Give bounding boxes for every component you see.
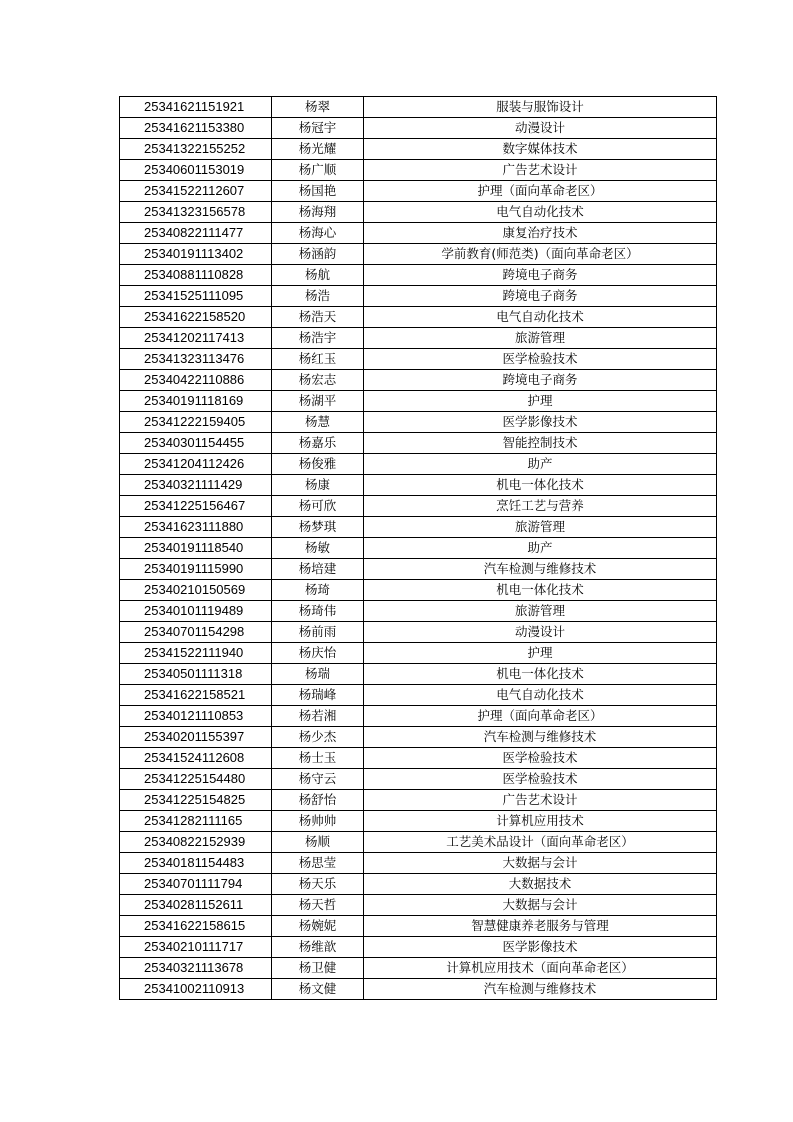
student-name-cell: 杨瑞 [272,664,364,685]
major-cell: 动漫设计 [364,118,717,139]
student-id-cell: 25340210150569 [120,580,272,601]
major-cell: 旅游管理 [364,601,717,622]
student-name-cell: 杨若湘 [272,706,364,727]
student-name-cell: 杨婉妮 [272,916,364,937]
major-cell: 汽车检测与维修技术 [364,727,717,748]
student-id-cell: 25341621151921 [120,97,272,118]
student-id-cell: 25341524112608 [120,748,272,769]
student-name-cell: 杨冠宇 [272,118,364,139]
student-name-cell: 杨卫健 [272,958,364,979]
student-id-cell: 25340321113678 [120,958,272,979]
major-cell: 大数据技术 [364,874,717,895]
table-row [120,475,717,496]
student-name-cell: 杨梦琪 [272,517,364,538]
table-row [120,601,717,622]
table-row [120,706,717,727]
student-name-cell: 杨文健 [272,979,364,1000]
student-name-cell: 杨红玉 [272,349,364,370]
major-cell: 服装与服饰设计 [364,97,717,118]
table-row [120,559,717,580]
major-cell: 学前教育(师范类)（面向革命老区） [364,244,717,265]
table-row [120,349,717,370]
table-row [120,202,717,223]
student-id-cell: 25341622158615 [120,916,272,937]
table-row [120,160,717,181]
student-name-cell: 杨浩 [272,286,364,307]
major-cell: 计算机应用技术 [364,811,717,832]
student-id-cell: 25340191118169 [120,391,272,412]
student-id-cell: 25340822111477 [120,223,272,244]
student-name-cell: 杨培建 [272,559,364,580]
student-id-cell: 25340501111318 [120,664,272,685]
student-id-cell: 25341225154825 [120,790,272,811]
student-name-cell: 杨士玉 [272,748,364,769]
major-cell: 旅游管理 [364,517,717,538]
student-id-cell: 25341525111095 [120,286,272,307]
table-row [120,979,717,1000]
student-id-cell: 25341622158521 [120,685,272,706]
student-name-cell: 杨海心 [272,223,364,244]
table-row [120,223,717,244]
student-name-cell: 杨舒怡 [272,790,364,811]
table-row [120,412,717,433]
major-cell: 护理（面向革命老区） [364,181,717,202]
major-cell: 工艺美术品设计（面向革命老区） [364,832,717,853]
table-row [120,664,717,685]
major-cell: 数字媒体技术 [364,139,717,160]
student-id-cell: 25340822152939 [120,832,272,853]
table-row [120,391,717,412]
student-id-cell: 25341323156578 [120,202,272,223]
major-cell: 汽车检测与维修技术 [364,979,717,1000]
table-row [120,307,717,328]
major-cell: 护理 [364,643,717,664]
major-cell: 计算机应用技术（面向革命老区） [364,958,717,979]
major-cell: 康复治疗技术 [364,223,717,244]
student-id-cell: 25341622158520 [120,307,272,328]
student-name-cell: 杨康 [272,475,364,496]
student-name-cell: 杨翠 [272,97,364,118]
major-cell: 助产 [364,538,717,559]
major-cell: 护理 [364,391,717,412]
student-name-cell: 杨前雨 [272,622,364,643]
major-cell: 大数据与会计 [364,853,717,874]
table-row [120,538,717,559]
student-id-cell: 25340181154483 [120,853,272,874]
student-id-cell: 25340191113402 [120,244,272,265]
table-row [120,580,717,601]
table-row [120,265,717,286]
table-row [120,643,717,664]
table-row [120,769,717,790]
student-name-cell: 杨湖平 [272,391,364,412]
table-row [120,748,717,769]
major-cell: 医学影像技术 [364,937,717,958]
major-cell: 医学检验技术 [364,748,717,769]
student-id-cell: 25341623111880 [120,517,272,538]
major-cell: 机电一体化技术 [364,580,717,601]
table-row [120,685,717,706]
student-name-cell: 杨维歆 [272,937,364,958]
table-row [120,328,717,349]
table-row [120,622,717,643]
student-name-cell: 杨宏志 [272,370,364,391]
student-id-cell: 25341225154480 [120,769,272,790]
roster-body [120,97,717,1000]
major-cell: 跨境电子商务 [364,265,717,286]
major-cell: 旅游管理 [364,328,717,349]
table-row [120,874,717,895]
table-row [120,454,717,475]
table-row [120,244,717,265]
major-cell: 电气自动化技术 [364,685,717,706]
table-row [120,181,717,202]
student-id-cell: 25341202117413 [120,328,272,349]
table-row [120,916,717,937]
student-name-cell: 杨天乐 [272,874,364,895]
student-id-cell: 25341522111940 [120,643,272,664]
table-row [120,139,717,160]
student-name-cell: 杨琦伟 [272,601,364,622]
major-cell: 广告艺术设计 [364,160,717,181]
student-name-cell: 杨敏 [272,538,364,559]
major-cell: 智能控制技术 [364,433,717,454]
student-name-cell: 杨慧 [272,412,364,433]
student-name-cell: 杨光耀 [272,139,364,160]
student-name-cell: 杨守云 [272,769,364,790]
student-id-cell: 25340201155397 [120,727,272,748]
student-name-cell: 杨浩天 [272,307,364,328]
major-cell: 护理（面向革命老区） [364,706,717,727]
student-name-cell: 杨顺 [272,832,364,853]
student-name-cell: 杨庆怡 [272,643,364,664]
student-name-cell: 杨浩宇 [272,328,364,349]
table-row [120,727,717,748]
major-cell: 跨境电子商务 [364,370,717,391]
major-cell: 汽车检测与维修技术 [364,559,717,580]
table-row [120,517,717,538]
major-cell: 医学检验技术 [364,769,717,790]
major-cell: 医学影像技术 [364,412,717,433]
student-name-cell: 杨广顺 [272,160,364,181]
major-cell: 智慧健康养老服务与管理 [364,916,717,937]
student-id-cell: 25340422110886 [120,370,272,391]
student-name-cell: 杨天哲 [272,895,364,916]
table-row [120,832,717,853]
student-name-cell: 杨嘉乐 [272,433,364,454]
table-row [120,286,717,307]
major-cell: 烹饪工艺与营养 [364,496,717,517]
table-row [120,937,717,958]
student-id-cell: 25340121110853 [120,706,272,727]
student-id-cell: 25340321111429 [120,475,272,496]
student-id-cell: 25340210111717 [120,937,272,958]
table-row [120,370,717,391]
student-name-cell: 杨俊雅 [272,454,364,475]
major-cell: 大数据与会计 [364,895,717,916]
student-id-cell: 25341621153380 [120,118,272,139]
major-cell: 跨境电子商务 [364,286,717,307]
table-row [120,118,717,139]
student-name-cell: 杨少杰 [272,727,364,748]
student-id-cell: 25340191115990 [120,559,272,580]
student-id-cell: 25341222159405 [120,412,272,433]
student-name-cell: 杨可欣 [272,496,364,517]
major-cell: 电气自动化技术 [364,202,717,223]
table-row [120,97,717,118]
student-id-cell: 25341204112426 [120,454,272,475]
major-cell: 机电一体化技术 [364,475,717,496]
table-row [120,433,717,454]
student-name-cell: 杨瑞峰 [272,685,364,706]
student-id-cell: 25340301154455 [120,433,272,454]
student-name-cell: 杨国艳 [272,181,364,202]
major-cell: 医学检验技术 [364,349,717,370]
student-name-cell: 杨思莹 [272,853,364,874]
student-id-cell: 25341282111165 [120,811,272,832]
student-id-cell: 25340101119489 [120,601,272,622]
major-cell: 动漫设计 [364,622,717,643]
table-row [120,853,717,874]
student-id-cell: 25340881110828 [120,265,272,286]
student-id-cell: 25340701111794 [120,874,272,895]
student-name-cell: 杨涵韵 [272,244,364,265]
table-row [120,958,717,979]
student-id-cell: 25340281152611 [120,895,272,916]
major-cell: 助产 [364,454,717,475]
student-roster-table [119,96,717,1000]
student-id-cell: 25341522112607 [120,181,272,202]
student-name-cell: 杨帅帅 [272,811,364,832]
student-id-cell: 25341002110913 [120,979,272,1000]
student-name-cell: 杨琦 [272,580,364,601]
table-row [120,496,717,517]
student-id-cell: 25340601153019 [120,160,272,181]
student-id-cell: 25341225156467 [120,496,272,517]
major-cell: 机电一体化技术 [364,664,717,685]
student-id-cell: 25341322155252 [120,139,272,160]
student-id-cell: 25340701154298 [120,622,272,643]
student-name-cell: 杨海翔 [272,202,364,223]
table-row [120,790,717,811]
major-cell: 电气自动化技术 [364,307,717,328]
student-id-cell: 25340191118540 [120,538,272,559]
table-row [120,895,717,916]
student-id-cell: 25341323113476 [120,349,272,370]
major-cell: 广告艺术设计 [364,790,717,811]
table-row [120,811,717,832]
student-name-cell: 杨航 [272,265,364,286]
